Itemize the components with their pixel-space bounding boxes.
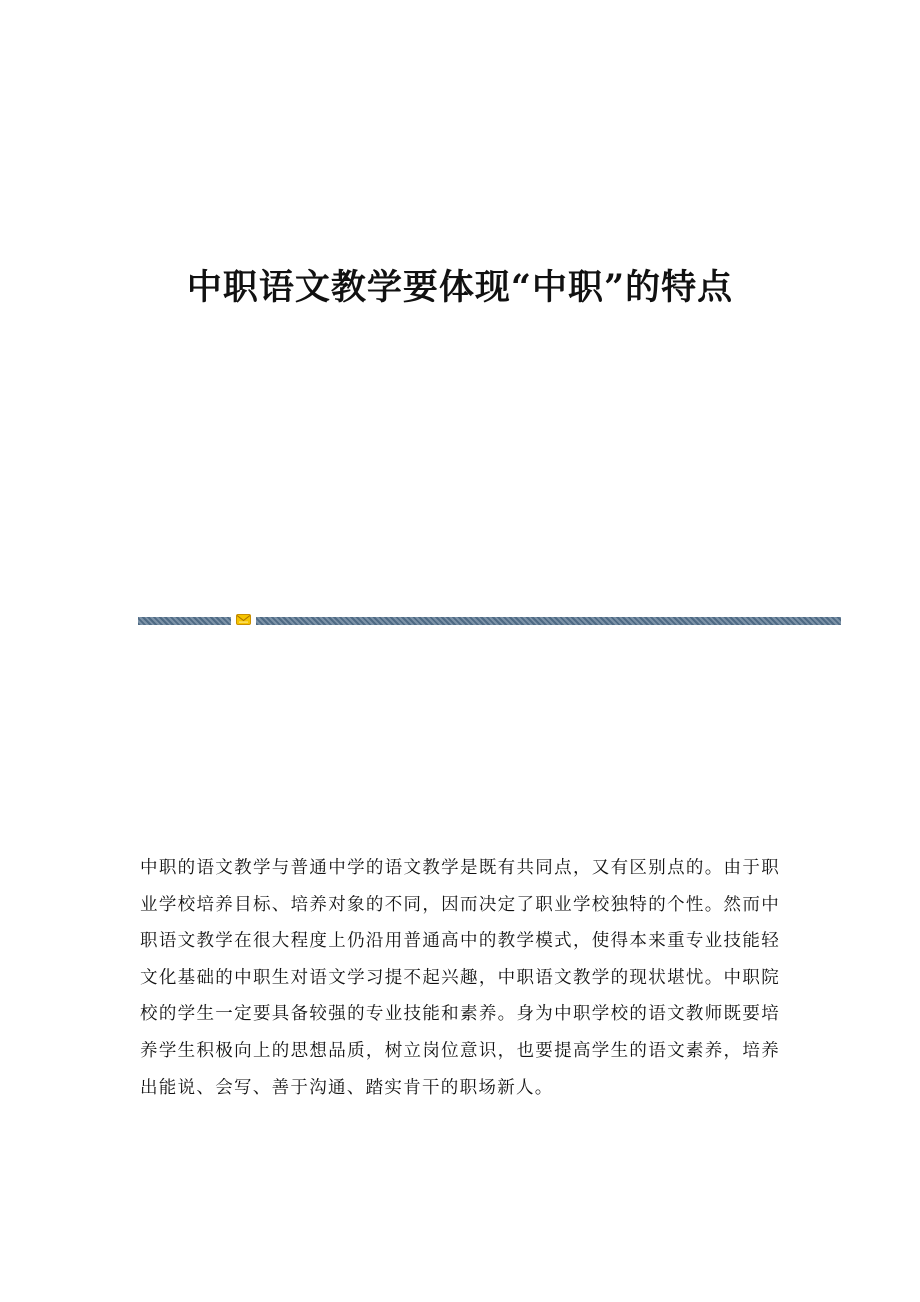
divider-bar-right xyxy=(256,617,841,625)
divider-bar-left xyxy=(138,617,231,625)
envelope-icon xyxy=(236,613,251,626)
section-divider xyxy=(138,611,841,629)
document-title: 中职语文教学要体现“中职”的特点 xyxy=(186,267,734,308)
body-paragraph: 中职的语文教学与普通中学的语文教学是既有共同点，又有区别点的。由于职业学校培养目标、培养对象的不同，因而决定了职业学校独特的个性。然而中职语文教学在很大程度上仍沿用普通高中的教学模式，使得本来重专业技能轻文化基础的中职生对语文学习提不起兴趣，中职语文教学的现状堪忧。中职院校的学生一定要具备较强的专业技能和素养。身为中职学校的语文教师既要培养学生积极向上的思想品质，树立岗位意识，也要提高学生的语文素养，培养出能说、会写、善于沟通、踏实肯干的职场新人。 xyxy=(140,858,780,1098)
